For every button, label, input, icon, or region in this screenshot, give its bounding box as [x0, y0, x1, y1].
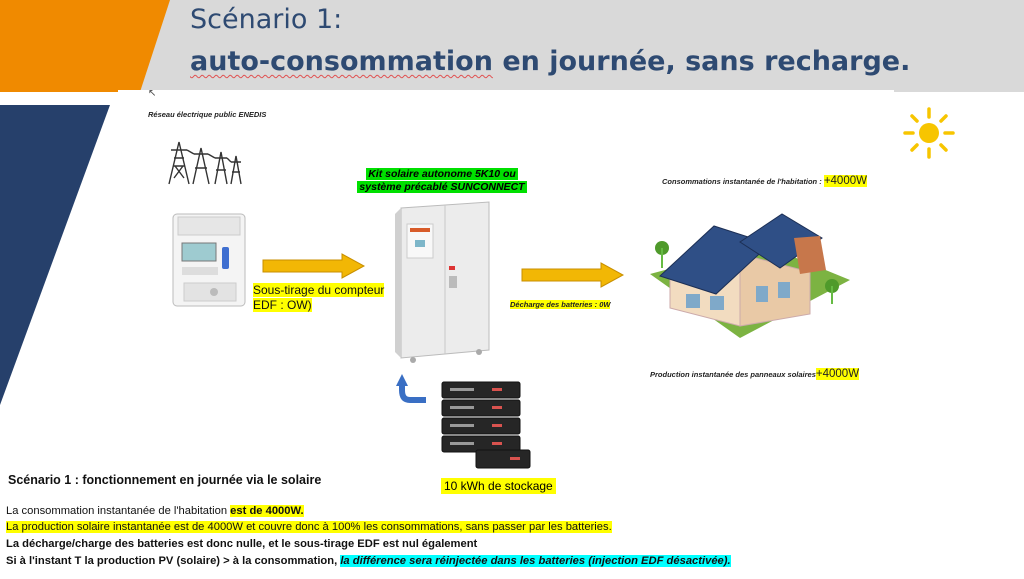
battery-discharge-label: Décharge des batteries : 0W	[510, 300, 611, 309]
meter-draw-line1: Sous-tirage du compteur	[253, 283, 385, 297]
title-underlined-word: auto-consommation	[190, 46, 493, 77]
paragraph-injection	[6, 555, 731, 567]
production-value: +4000W	[815, 368, 860, 380]
grid-label: Réseau électrique public ENEDIS	[148, 110, 267, 119]
meter-draw-label	[253, 283, 384, 313]
kit-label	[352, 168, 532, 194]
curved-return-arrow-icon	[396, 372, 432, 404]
title-rest: en journée, sans recharge.	[492, 46, 911, 77]
production-text: Production instantanée des panneaux solaires	[650, 370, 816, 379]
p4-highlight: la différence sera réinjectée dans les batteries (injection EDF désactivée).	[340, 555, 731, 567]
p1-text: La consommation instantanée de l'habitation	[6, 505, 231, 517]
arrow-grid-to-kit	[262, 253, 366, 279]
battery-stack-icon	[436, 380, 532, 472]
consumption-value: +4000W	[823, 175, 867, 187]
sun-icon	[902, 106, 956, 160]
paragraph-battery: La décharge/charge des batteries est donc nulle, et le sous-tirage EDF est nul également	[6, 538, 478, 550]
consumption-text: Consommations instantanée de l'habitation :	[662, 177, 824, 186]
scenario-subtitle: Scénario 1 : fonctionnement en journée via le solaire	[8, 473, 322, 487]
electricity-meter-icon	[172, 213, 248, 308]
kit-label-line2: système précablé SUNCONNECT	[359, 181, 525, 193]
power-pylons-icon	[165, 138, 245, 186]
paragraph-consumption	[6, 505, 304, 517]
kit-label-line1: Kit solaire autonome 5K10 ou	[368, 168, 516, 180]
p2-text: La production solaire instantanée est de 4000W et couvre donc à 100% les consommations, sans passer par les batteries.	[6, 521, 612, 533]
paragraph-production	[6, 521, 612, 533]
inverter-cabinet-icon	[393, 200, 495, 366]
slide-title-line2	[190, 46, 910, 77]
consumption-label	[662, 175, 867, 187]
slide-title-line1: Scénario 1:	[190, 4, 343, 35]
storage-capacity-label: 10 kWh de stockage	[441, 478, 556, 494]
mouse-cursor-icon: ↖	[148, 88, 157, 99]
production-label	[650, 368, 859, 380]
p1-highlight: est de 4000W.	[230, 505, 304, 517]
house-with-solar-panels-icon	[650, 208, 850, 348]
meter-draw-line2: EDF : OW)	[253, 298, 312, 312]
arrow-kit-to-house	[521, 262, 625, 288]
orange-accent-shape	[0, 0, 170, 92]
p4-text: Si à l'instant T la production PV (solaire) > à la consommation,	[6, 555, 341, 567]
